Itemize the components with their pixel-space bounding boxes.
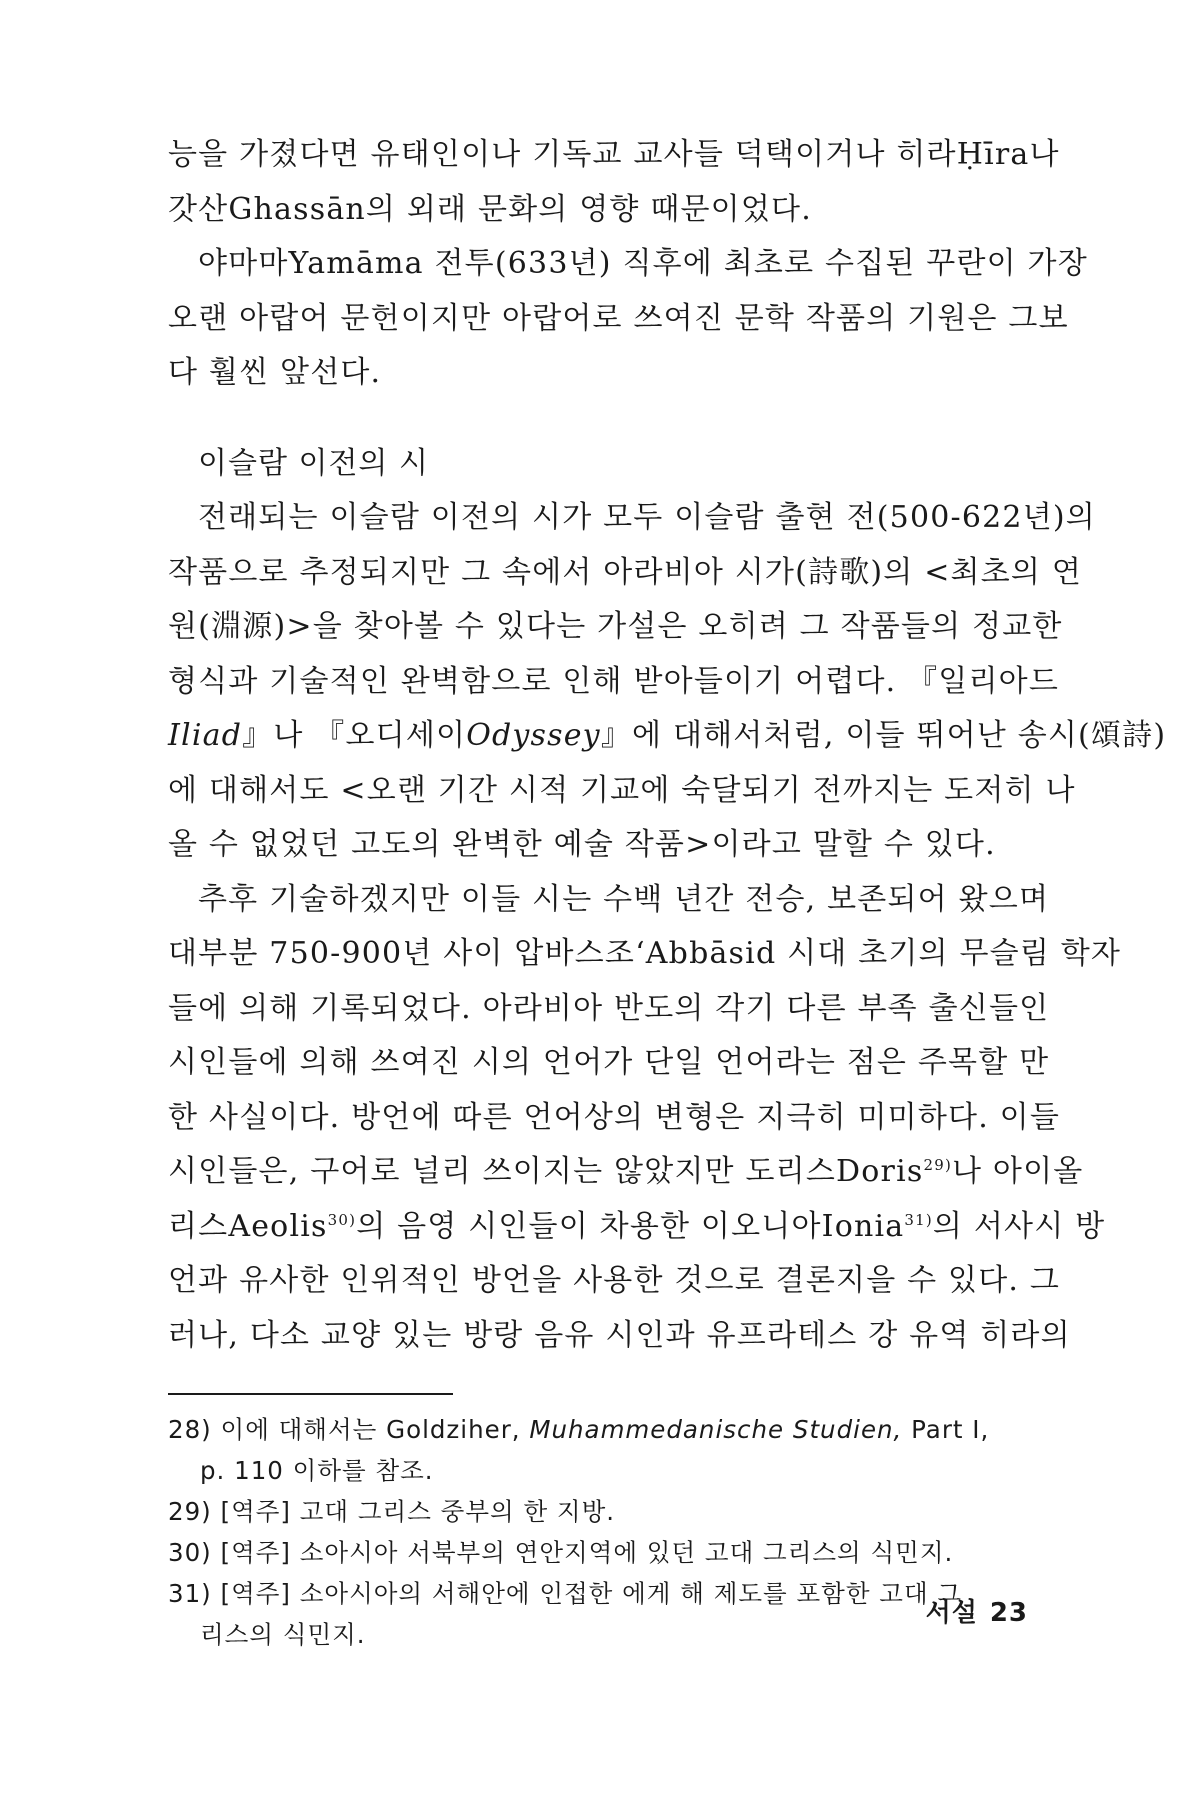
- paragraph-4: [168, 873, 1122, 1364]
- text-line: 에 대해서도 <오랜 기간 시적 기교에 숙달되기 전까지는 도저히 나: [168, 772, 1076, 808]
- page-body: [168, 128, 1167, 1655]
- text-line: 추후 기술하겠지만 이들 시는 수백 년간 전승, 보존되어 왔으며: [198, 881, 1050, 917]
- text-line: [168, 709, 1167, 764]
- text-run: 의 서사시 방: [932, 1208, 1106, 1244]
- text-run: 시인들은, 구어로 널리 쓰이지는 않았지만 도리스Doris: [168, 1154, 924, 1189]
- text-line: [168, 1200, 1106, 1255]
- text-run: 28) 이에 대해서는 Goldziher,: [168, 1415, 530, 1444]
- text-line: 작품으로 추정되지만 그 속에서 아라비아 시가(詩歌)의 <최초의 연: [168, 554, 1083, 590]
- footnote-rule: [168, 1393, 453, 1395]
- iliad-title: Iliad: [168, 718, 243, 753]
- odyssey-title: Odyssey: [466, 718, 601, 753]
- paragraph-1: [168, 128, 1060, 237]
- footnote-28-cont: p. 110 이하를 참조.: [200, 1456, 434, 1485]
- footnotes: [168, 1409, 1028, 1655]
- text-line: 전래되는 이슬람 이전의 시가 모두 이슬람 출현 전(500-622년)의: [198, 500, 1096, 535]
- text-line: 갓산Ghassān의 외래 문화의 영향 때문이었다.: [168, 191, 812, 227]
- text-line: 야마마Yamāma 전투(633년) 직후에 최초로 수집된 꾸란이 가장: [198, 246, 1088, 281]
- text-line: 형식과 기술적인 완벽함으로 인해 받아들이기 어렵다. 『일리아드: [168, 663, 1060, 699]
- text-line: 오랜 아랍어 문헌이지만 아랍어로 쓰여진 문학 작품의 기원은 그보: [168, 300, 1069, 336]
- text-line: 한 사실이다. 방언에 따른 언어상의 변형은 지극히 미미하다. 이들: [168, 1099, 1061, 1135]
- text-run: 』나 『오디세이: [242, 718, 467, 753]
- text-run: 의 음영 시인들이 차용한 이오니아Ionia: [356, 1208, 905, 1244]
- footnote-ref-29[interactable]: 29): [923, 1156, 953, 1174]
- paragraph-2: [168, 237, 1088, 401]
- section-gap: [168, 401, 1028, 437]
- text-line: 언과 유사한 인위적인 방언을 사용한 것으로 결론지을 수 있다. 그: [168, 1263, 1061, 1298]
- text-line: 시인들에 의해 쓰여진 시의 언어가 단일 언어라는 점은 주목할 만: [168, 1045, 1050, 1080]
- text-line: 능을 가졌다면 유태인이나 기독교 교사들 덕택이거나 히라Ḥīra나: [168, 137, 1060, 172]
- book-title: Muhammedanische Studien,: [529, 1415, 903, 1444]
- footnote-28: [168, 1409, 1028, 1450]
- text-line: [168, 1145, 1084, 1200]
- running-footer-label: 서설: [925, 1598, 978, 1628]
- text-run: 』에 대해서처럼, 이들 뛰어난 송시(頌詩): [600, 718, 1167, 753]
- text-line: 들에 의해 기록되었다. 아라비아 반도의 각기 다른 부족 출신들인: [168, 990, 1050, 1026]
- text-line: 다 훨씬 앞선다.: [168, 355, 382, 390]
- footnote-ref-31[interactable]: 31): [904, 1210, 933, 1229]
- text-line: 원(淵源)>을 찾아볼 수 있다는 가설은 오히려 그 작품들의 정교한: [168, 609, 1063, 644]
- text-line: 러나, 다소 교양 있는 방랑 음유 시인과 유프라테스 강 유역 히라의: [168, 1317, 1071, 1353]
- paragraph-3: [168, 491, 1167, 873]
- page-folio: [926, 1592, 1028, 1629]
- footnote-29: 29) [역주] 고대 그리스 중부의 한 지방.: [168, 1497, 616, 1526]
- footnote-31: 31) [역주] 소아시아의 서해안에 인접한 에게 해 제도를 포함한 고대 그: [168, 1579, 963, 1608]
- page-number: 23: [989, 1598, 1028, 1628]
- footnote-31-cont: 리스의 식민지.: [200, 1620, 366, 1649]
- text-run: Part I,: [902, 1415, 990, 1444]
- text-line: 올 수 없었던 고도의 완벽한 예술 작품>이라고 말할 수 있다.: [168, 827, 996, 862]
- text-run: 리스Aeolis: [168, 1208, 328, 1244]
- footnote-ref-30[interactable]: 30): [327, 1210, 357, 1229]
- section-heading: 이슬람 이전의 시: [198, 445, 429, 481]
- footnote-30: 30) [역주] 소아시아 서북부의 연안지역에 있던 고대 그리스의 식민지.: [168, 1538, 954, 1567]
- text-run: 나 아이올: [952, 1154, 1084, 1189]
- text-line: 대부분 750-900년 사이 압바스조‘Abbāsid 시대 초기의 무슬림 학자: [168, 936, 1122, 971]
